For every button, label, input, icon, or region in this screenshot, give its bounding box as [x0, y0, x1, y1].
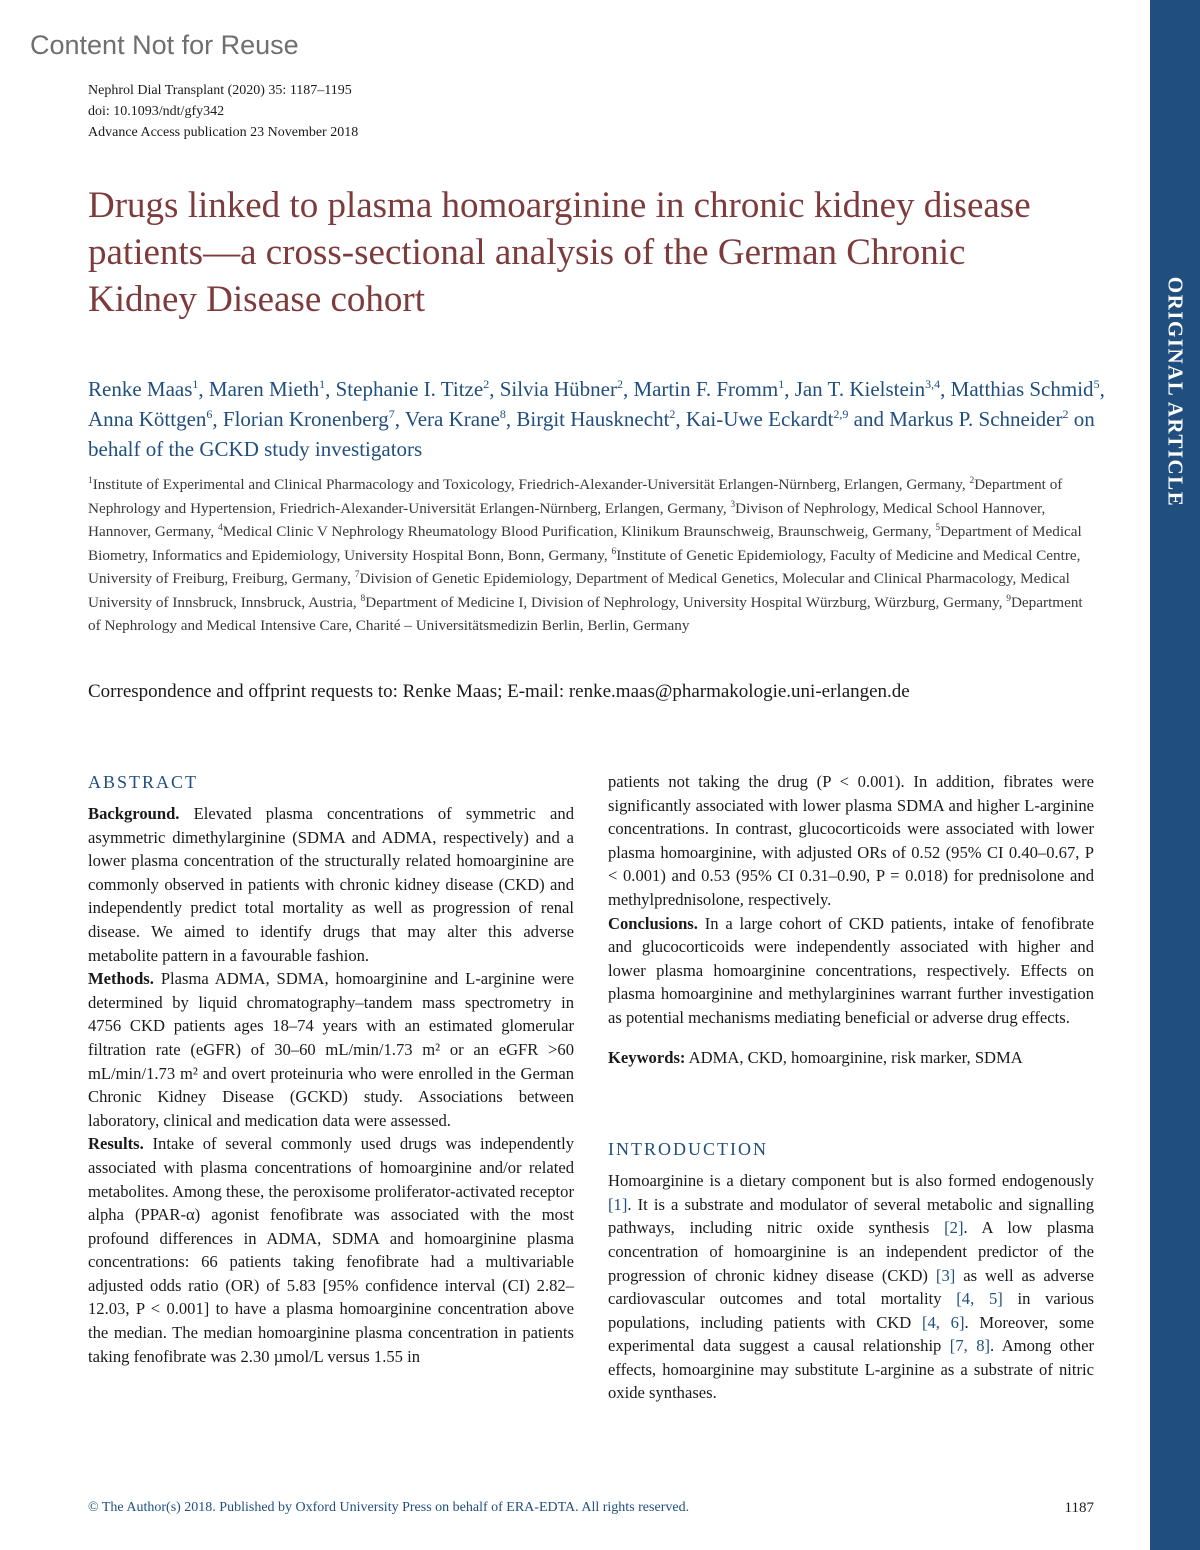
author[interactable] [405, 407, 506, 431]
keywords [608, 1046, 1094, 1070]
access-date: Advance Access publication 23 November 2018 [88, 125, 359, 140]
author-affil: 6 [206, 407, 213, 421]
journal-citation: Nephrol Dial Transplant (2020) 35: 1187–1195 [88, 83, 352, 98]
author-name: Martin F. Fromm [633, 377, 779, 401]
page-number: 1187 [1064, 1500, 1094, 1516]
intro-text: . A low plasma concentration of homoarginine is an independent predictor of the progression of chronic kidney disease (CKD) [608, 1218, 1095, 1285]
author[interactable] [795, 377, 940, 401]
author-sep: , [489, 377, 500, 401]
citation-link[interactable]: [2] [944, 1218, 964, 1238]
author-affil: 2,9 [833, 407, 849, 421]
author[interactable] [336, 377, 490, 401]
affil-text: Department of Nephrology and Medical Intensive Care, Charité – Universitätsmedizin Berlin, Berlin, Germany [88, 593, 1083, 634]
results-label: Results. [88, 1134, 144, 1154]
affil-num: 8 [360, 593, 366, 604]
article-type-label: ORIGINAL ARTICLE [1163, 276, 1188, 508]
author-affil: 7 [388, 407, 395, 421]
author-sep: , [940, 377, 951, 401]
intro-text: as well as adverse cardiovascular outcomes and total mortality [608, 1265, 1094, 1309]
intro-text: . Among other effects, homoarginine may substitute L-arginine as a substrate of nitric oxide synthases. [608, 1336, 1095, 1403]
citation-meta [88, 80, 358, 143]
side-band [1150, 0, 1200, 1550]
author-name: Renke Maas [88, 377, 193, 401]
author-affil: 5 [1093, 377, 1100, 391]
keywords-label: Keywords: [608, 1047, 686, 1067]
background-label: Background. [88, 804, 180, 823]
abstract-conclusions [608, 912, 1094, 1030]
author-affil: 3,4 [925, 377, 941, 391]
keywords-text: ADMA, CKD, homoarginine, risk marker, SDMA [685, 1047, 1023, 1067]
column-left [88, 770, 574, 1368]
author-affil: 1 [192, 377, 199, 391]
author-affil: 1 [778, 377, 785, 391]
introduction-heading: INTRODUCTION [608, 1139, 768, 1160]
author[interactable] [951, 377, 1100, 401]
author-sep: , [784, 377, 795, 401]
conclusions-label: Conclusions. [608, 913, 698, 933]
watermark: Content Not for Reuse [30, 30, 299, 60]
author[interactable] [686, 407, 849, 431]
author-affil: 2 [1062, 407, 1069, 421]
author-affil: 8 [499, 407, 506, 421]
citation-link[interactable]: [1] [608, 1194, 628, 1214]
author-name: Silvia Hübner [499, 377, 617, 401]
author[interactable] [88, 407, 212, 431]
author[interactable] [88, 377, 198, 401]
intro-text: Homoarginine is a dietary component but is also formed endogenously [608, 1171, 1094, 1191]
author-name: Anna Köttgen [88, 407, 207, 431]
author-affil: 2 [483, 377, 490, 391]
affil-text: Department of Medicine I, Division of Nephrology, University Hospital Würzburg, Würzburg, Germany, [365, 593, 1007, 611]
abstract-results [88, 1132, 574, 1368]
results-text: Intake of several commonly used drugs was independently associated with plasma concentrations of homoarginine and/or related metabolites. Among these, the peroxisome proliferator-activated receptor alpha (PPAR-α) agonist fenofibrate was associated with the most profound differences in ADMA, SDMA and homoarginine plasma concentrations: 66 patients taking fenofibrate had a multivariable adjusted odds ratio (OR) of 5.83 [95% confidence interval (CI) 2.82–12.03, P < 0.001] to have a plasma homoarginine concentration above the median. The median homoarginine plasma concentration in patients taking fenofibrate was 2.30 µmol/L versus 1.55 in [88, 1134, 574, 1366]
author-sep: , [325, 377, 336, 401]
author[interactable] [500, 377, 623, 401]
abstract-heading: ABSTRACT [88, 772, 199, 792]
intro-text: . Moreover, some experimental data suggest a causal relationship [608, 1312, 1094, 1356]
abstract-methods [88, 967, 574, 1132]
conclusions-text: In a large cohort of CKD patients, intake of fenofibrate and glucocorticoids were independently associated with higher and lower plasma homoarginine concentrations, respectively. Effects on plasma homoarginine and methylarginines warrant further investigation as potential mechanisms mediating beneficial or adverse drug effects. [608, 913, 1094, 1027]
citation-link[interactable]: [4, 6] [921, 1312, 965, 1332]
author-name: Florian Kronenberg [222, 407, 389, 431]
affil-text: Divison of Nephrology, Medical School Hannover, Hannover, Germany, [88, 499, 1046, 540]
affil-num: 5 [935, 522, 941, 533]
copyright-notice[interactable]: © The Author(s) 2018. Published by Oxford University Press on behalf of ERA-EDTA. All rights reserved. [88, 1500, 690, 1515]
author-name: Kai-Uwe Eckardt [685, 407, 834, 431]
abstract-results-continued: patients not taking the drug (P < 0.001). In addition, fibrates were significantly associated with lower plasma SDMA and higher L-arginine concentrations. In contrast, glucocorticoids were associated with lower plasma homoarginine, with adjusted ORs of 0.52 (95% CI 0.40–0.67, P < 0.001) and 0.53 (95% CI 0.31–0.90, P = 0.018) for prednisolone and methylprednisolone, respectively. [608, 772, 1094, 909]
author[interactable] [633, 377, 784, 401]
citation-link[interactable]: [7, 8] [949, 1336, 991, 1356]
author-sep: , [212, 407, 223, 431]
affil-num: 9 [1006, 593, 1011, 604]
author-name: Matthias Schmid [950, 377, 1094, 401]
affil-text: Medical Clinic V Nephrology Rheumatology Blood Purification, Klinikum Braunschweig, Braunschweig, Germany, [222, 523, 936, 540]
citation-link[interactable]: [3] [935, 1265, 956, 1285]
article-title: Drugs linked to plasma homoarginine in chronic kidney disease patients—a cross-sectional analysis of the German Chronic Kidney Disease cohort [88, 185, 1031, 320]
author-sep: and [848, 407, 890, 431]
affil-text: Institute of Experimental and Clinical Pharmacology and Toxicology, Friedrich-Alexander-Universität Erlangen-Nürnberg, Erlangen, Germany, [92, 476, 970, 493]
author-affil: 2 [616, 377, 623, 391]
author-sep: , [505, 407, 517, 431]
abstract-background [88, 802, 574, 967]
intro-text: . It is a substrate and modulator of several metabolic and signalling pathways, including nitric oxide synthesis [608, 1194, 1094, 1238]
author-sep: , [198, 377, 209, 401]
affil-num: 3 [730, 499, 736, 510]
affil-text: Institute of Genetic Epidemiology, Faculty of Medicine and Medical Centre, University of Freiburg, Freiburg, Germany, [88, 546, 1081, 587]
author-sep: , [1099, 377, 1105, 401]
methods-label: Methods. [88, 969, 154, 989]
methods-text: Plasma ADMA, SDMA, homoarginine and L-arginine were determined by liquid chromatography–tandem mass spectrometry in 4756 CKD patients ages 18–74 years with an estimated glomerular filtration rate (eGFR) of 30–60 mL/min/1.73 m² or an eGFR >60 mL/min/1.73 m² and overt proteinuria who were enrolled in the German Chronic Kidney Disease (GCKD) study. Associations between laboratory, clinical and medication data were assessed. [88, 969, 574, 1130]
column-right [608, 770, 1094, 1405]
affil-num: 7 [354, 569, 360, 580]
author[interactable] [209, 377, 325, 401]
affil-num: 2 [969, 475, 975, 486]
author-sep: , [675, 407, 686, 431]
author[interactable] [889, 407, 1068, 431]
author-sep: , [622, 377, 634, 401]
affil-text: Division of Genetic Epidemiology, Department of Medical Genetics, Molecular and Clinical Pharmacology, Medical University of Innsbruck, Innsbruck, Austria, [88, 570, 1070, 611]
affil-text: Department of Nephrology and Hypertension, Friedrich-Alexander-Universität Erlangen-Nürnberg, Erlangen, Germany, [88, 476, 1063, 517]
author-list [88, 374, 1128, 464]
affil-text: Department of Medical Biometry, Informatics and Epidemiology, University Hospital Bonn, Bonn, Germany, [88, 523, 1082, 564]
intro-text: in various populations, including patients with CKD [608, 1289, 1094, 1332]
author-name: Vera Krane [404, 407, 500, 431]
author[interactable] [516, 407, 675, 431]
author-affil: 1 [319, 377, 326, 391]
introduction-text [608, 1169, 1094, 1405]
author-name: Markus P. Schneider [889, 407, 1063, 431]
author-name: Maren Mieth [208, 377, 320, 401]
doi[interactable]: doi: 10.1093/ndt/gfy342 [88, 104, 225, 119]
author-name: Jan T. Kielstein [794, 377, 926, 401]
affil-num: 6 [611, 546, 617, 557]
author[interactable] [223, 407, 395, 431]
affiliations [88, 473, 1088, 638]
affil-num: 1 [88, 475, 93, 486]
author-affil: 2 [669, 407, 676, 421]
author-sep: , [394, 407, 405, 431]
citation-link[interactable]: [4, 5] [956, 1289, 1003, 1309]
author-name: Stephanie I. Titze [335, 377, 484, 401]
author-name: Birgit Hausknecht [516, 407, 670, 431]
background-text: Elevated plasma concentrations of symmetric and asymmetric dimethylarginine (SDMA and ADMA, respectively) and a lower plasma concentration of the structurally related homoarginine are commonly observed in patients with chronic kidney disease (CKD) and independently predict total mortality as well as progression of renal disease. We aimed to identify drugs that may alter this adverse metabolite pattern in a favourable fashion. [88, 804, 574, 965]
correspondence: Correspondence and offprint requests to: Renke Maas; E-mail: renke.maas@pharmakologie.uni-erlangen.de [88, 681, 910, 702]
author-sep: on behalf of the GCKD study investigators [88, 407, 1095, 461]
affil-num: 4 [217, 522, 223, 533]
